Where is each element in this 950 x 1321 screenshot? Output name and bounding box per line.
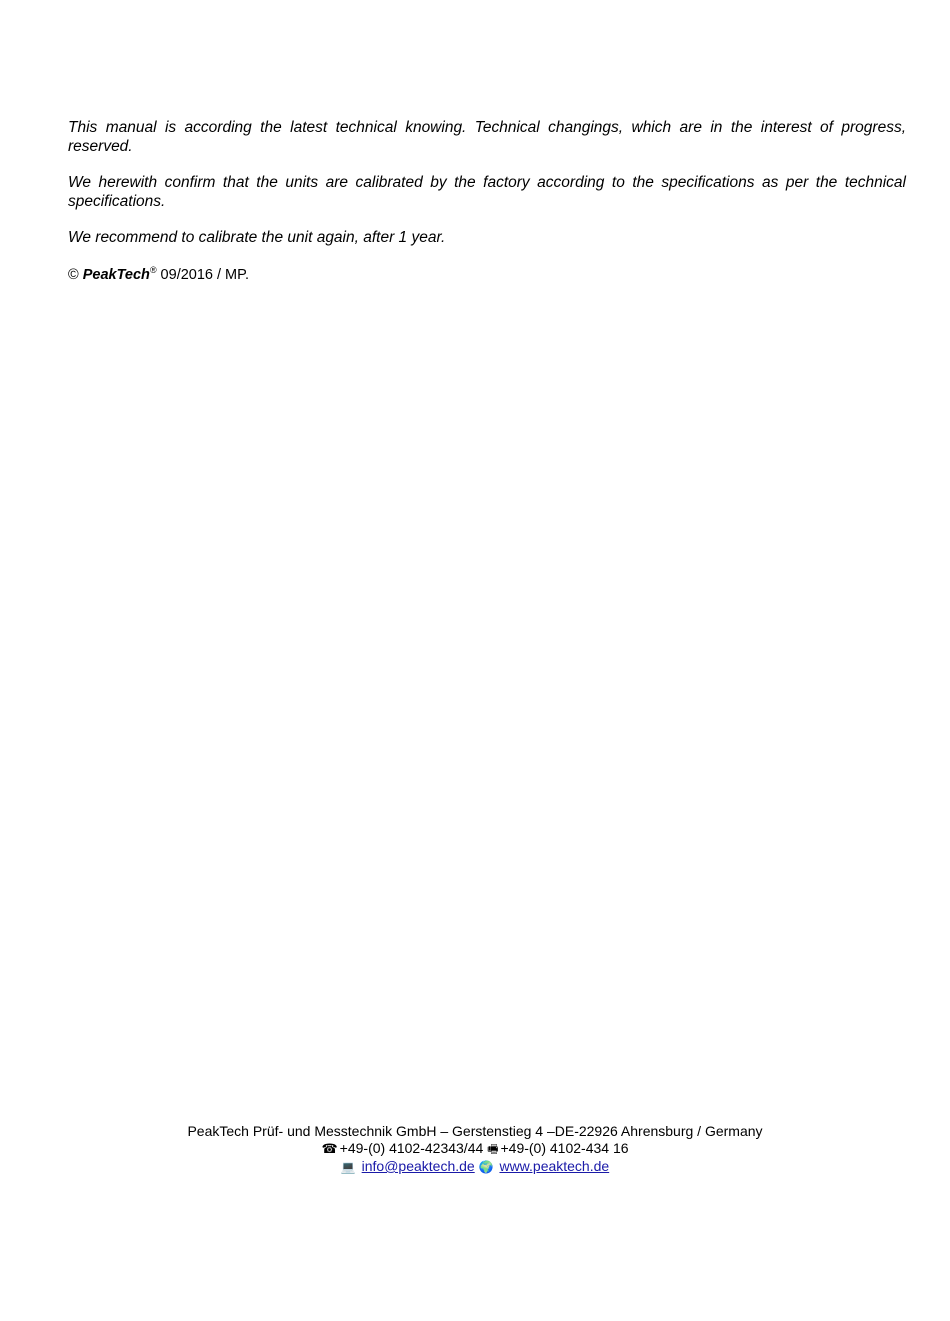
paragraph-calibration-recommendation: We recommend to calibrate the unit again, after 1 year. — [68, 229, 446, 246]
copyright-notice — [68, 266, 906, 284]
paragraph-disclaimer: This manual is according the latest technical knowing. Technical changings, which are in the interest of progress, reserved. — [68, 119, 906, 155]
email-link[interactable]: info@peaktech.de — [361, 1158, 475, 1174]
copyright-symbol: © — [68, 266, 79, 283]
footer-phone: +49-(0) 4102-42343/44 — [339, 1139, 484, 1156]
fax-icon: 🖷 — [487, 1141, 499, 1156]
copyright-date: 09/2016 / MP. — [156, 266, 249, 283]
registered-mark: ® — [149, 264, 157, 275]
computer-icon: 💻 — [340, 1160, 356, 1174]
paragraph-calibration-confirmation: We herewith confirm that the units are calibrated by the factory according to the specifications as per the technical specifications. — [68, 174, 906, 210]
footer-company-line: PeakTech Prüf- und Messtechnik GmbH – Gerstenstieg 4 –DE-22926 Ahrensburg / Germany — [187, 1123, 763, 1139]
page-footer — [0, 1123, 950, 1176]
website-link[interactable]: www.peaktech.de — [499, 1158, 610, 1174]
footer-web-line — [0, 1158, 950, 1176]
copyright-brand: PeakTech — [82, 266, 150, 283]
footer-fax: +49-(0) 4102-434 16 — [500, 1139, 629, 1156]
globe-icon: 🌍 — [478, 1160, 494, 1174]
document-body — [68, 119, 906, 284]
footer-contact-line — [0, 1140, 950, 1159]
telephone-icon: ☎ — [321, 1141, 338, 1157]
